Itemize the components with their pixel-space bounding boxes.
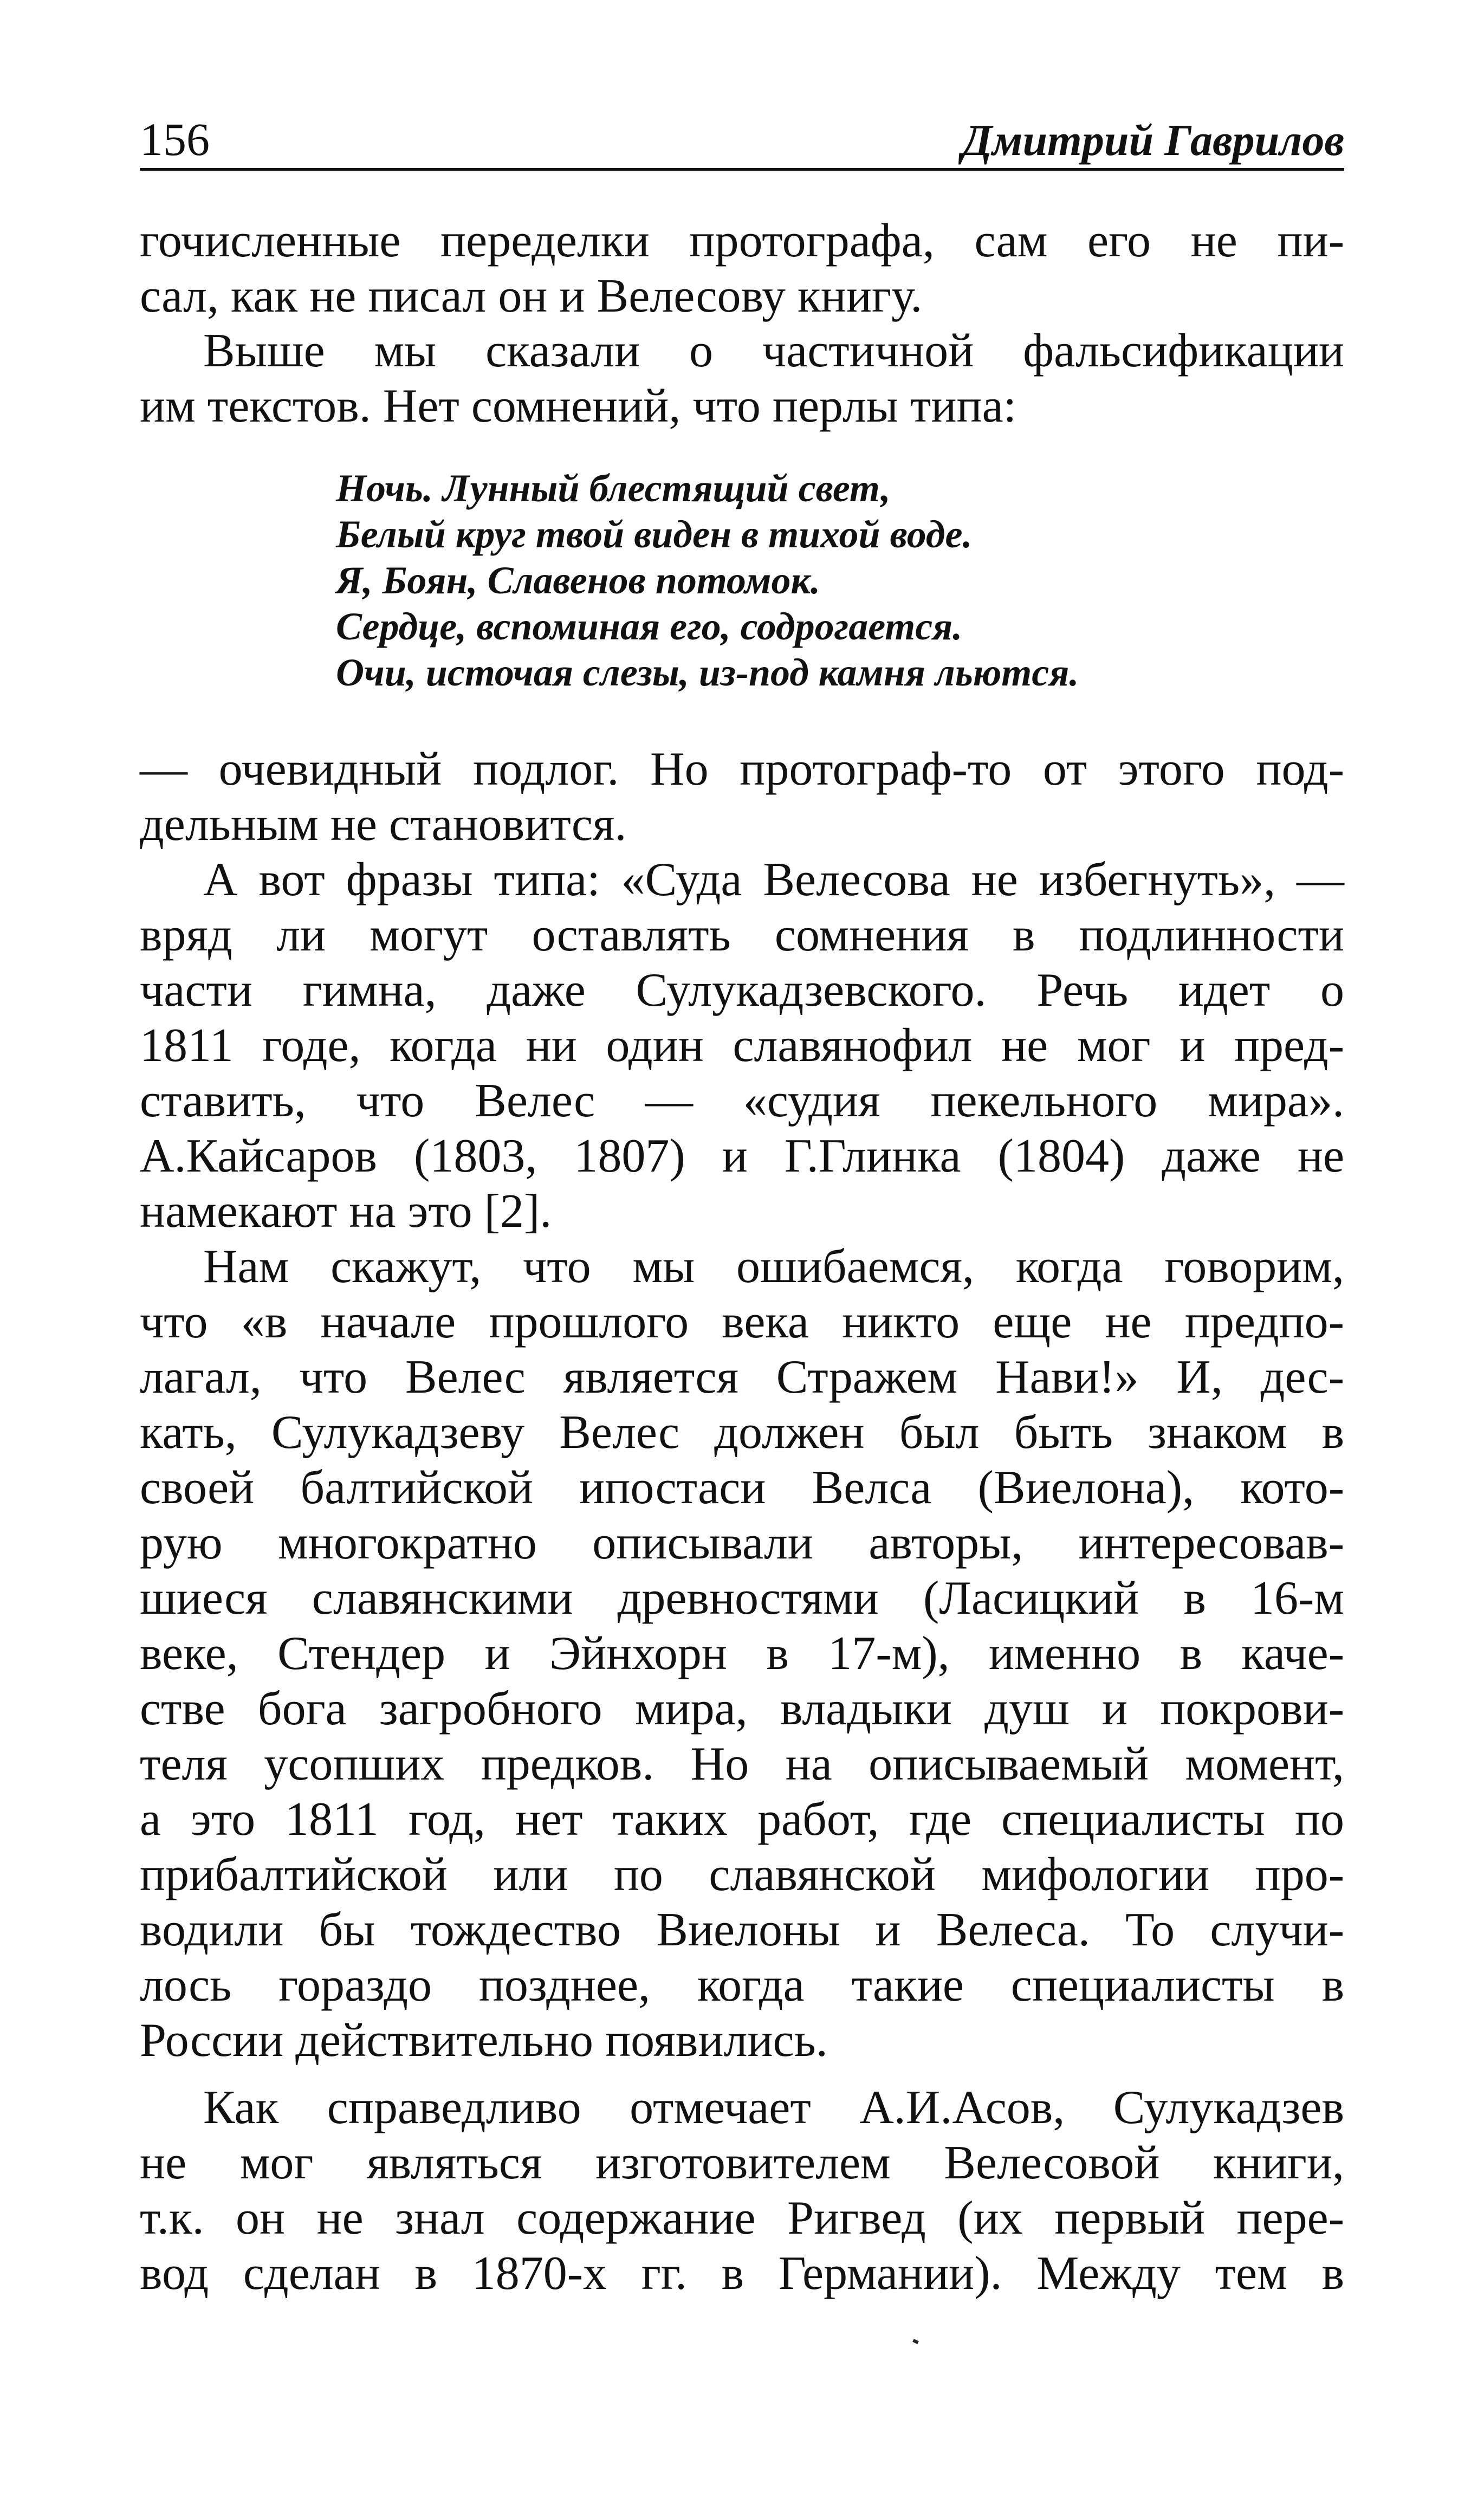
body-line: Нам скажут, что мы ошибаемся, когда говорим, — [203, 1240, 1344, 1293]
body-line: т.к. он не знал содержание Ригвед (их первый пере- — [140, 2192, 1344, 2244]
body-line: гочисленные переделки протографа, сам его не пи- — [140, 215, 1344, 267]
body-line: лось гораздо позднее, когда такие специалисты в — [140, 1959, 1344, 2011]
body-line: А.Кайсаров (1803, 1807) и Г.Глинка (1804) даже не — [140, 1130, 1344, 1182]
body-line: стве бога загробного мира, владыки душ и покрови- — [140, 1683, 1344, 1735]
body-line: рую многократно описывали авторы, интересовав- — [140, 1517, 1344, 1569]
body-line: своей балтийской ипостаси Велса (Виелона), кото- — [140, 1461, 1344, 1514]
body-line: вод сделан в 1870-х гг. в Германии). Между тем в — [140, 2247, 1344, 2300]
body-line: не мог являться изготовителем Велесовой книги, — [140, 2137, 1344, 2189]
verse-line: Ночь. Лунный блестящий свет, — [336, 467, 891, 510]
page-header — [140, 108, 1344, 171]
body-line: дельным не становится. — [140, 798, 627, 851]
verse-line: Сердце, вспоминая его, содрогается. — [336, 605, 963, 648]
body-line: части гимна, даже Сулукадзевского. Речь идет о — [140, 964, 1344, 1017]
body-line: Выше мы сказали о частичной фальсификации — [203, 325, 1344, 377]
body-line: шиеся славянскими древностями (Ласицкий в 16-м — [140, 1572, 1344, 1625]
body-line: а это 1811 год, нет таких работ, где специалисты по — [140, 1793, 1344, 1846]
body-line: — очевидный подлог. Но протограф-то от этого под- — [140, 743, 1344, 795]
body-line: России действительно появились. — [140, 2014, 828, 2067]
body-line: сал, как не писал он и Велесову книгу. — [140, 270, 923, 322]
print-speck — [912, 2339, 919, 2344]
body-line: вряд ли могут оставлять сомнения в подлинности — [140, 909, 1344, 961]
body-line: что «в начале прошлого века никто еще не предпо- — [140, 1296, 1344, 1348]
body-line: 1811 годе, когда ни один славянофил не мог и пред- — [140, 1019, 1344, 1072]
body-line: теля усопших предков. Но на описываемый момент, — [140, 1738, 1344, 1790]
body-line: лагал, что Велес является Стражем Нави!» И, дес- — [140, 1351, 1344, 1403]
verse-line: Я, Боян, Славенов потомок. — [336, 559, 820, 602]
body-line: веке, Стендер и Эйнхорн в 17-м), именно в каче- — [140, 1627, 1344, 1680]
body-line: прибалтийской или по славянской мифологии про- — [140, 1848, 1344, 1901]
body-line: им текстов. Нет сомнений, что перлы типа: — [140, 380, 1017, 432]
running-title: Дмитрий Гаврилов — [962, 115, 1344, 165]
verse-line: Белый круг твой виден в тихой воде. — [336, 513, 973, 556]
body-line: А вот фразы типа: «Суда Велесова не избегнуть», — — [203, 853, 1344, 906]
body-line: намекают на это [2]. — [140, 1185, 552, 1238]
page-number: 156 — [140, 113, 210, 165]
body-line: ставить, что Велес — «судия пекельного мира». — [140, 1075, 1344, 1127]
verse-line: Очи, источая слезы, из-под камня льются. — [336, 651, 1079, 694]
body-line: Как справедливо отмечает А.И.Асов, Сулукадзев — [203, 2081, 1344, 2134]
body-line: кать, Сулукадзеву Велес должен был быть знаком в — [140, 1406, 1344, 1459]
body-line: водили бы тождество Виелоны и Велеса. То случи- — [140, 1904, 1344, 1956]
